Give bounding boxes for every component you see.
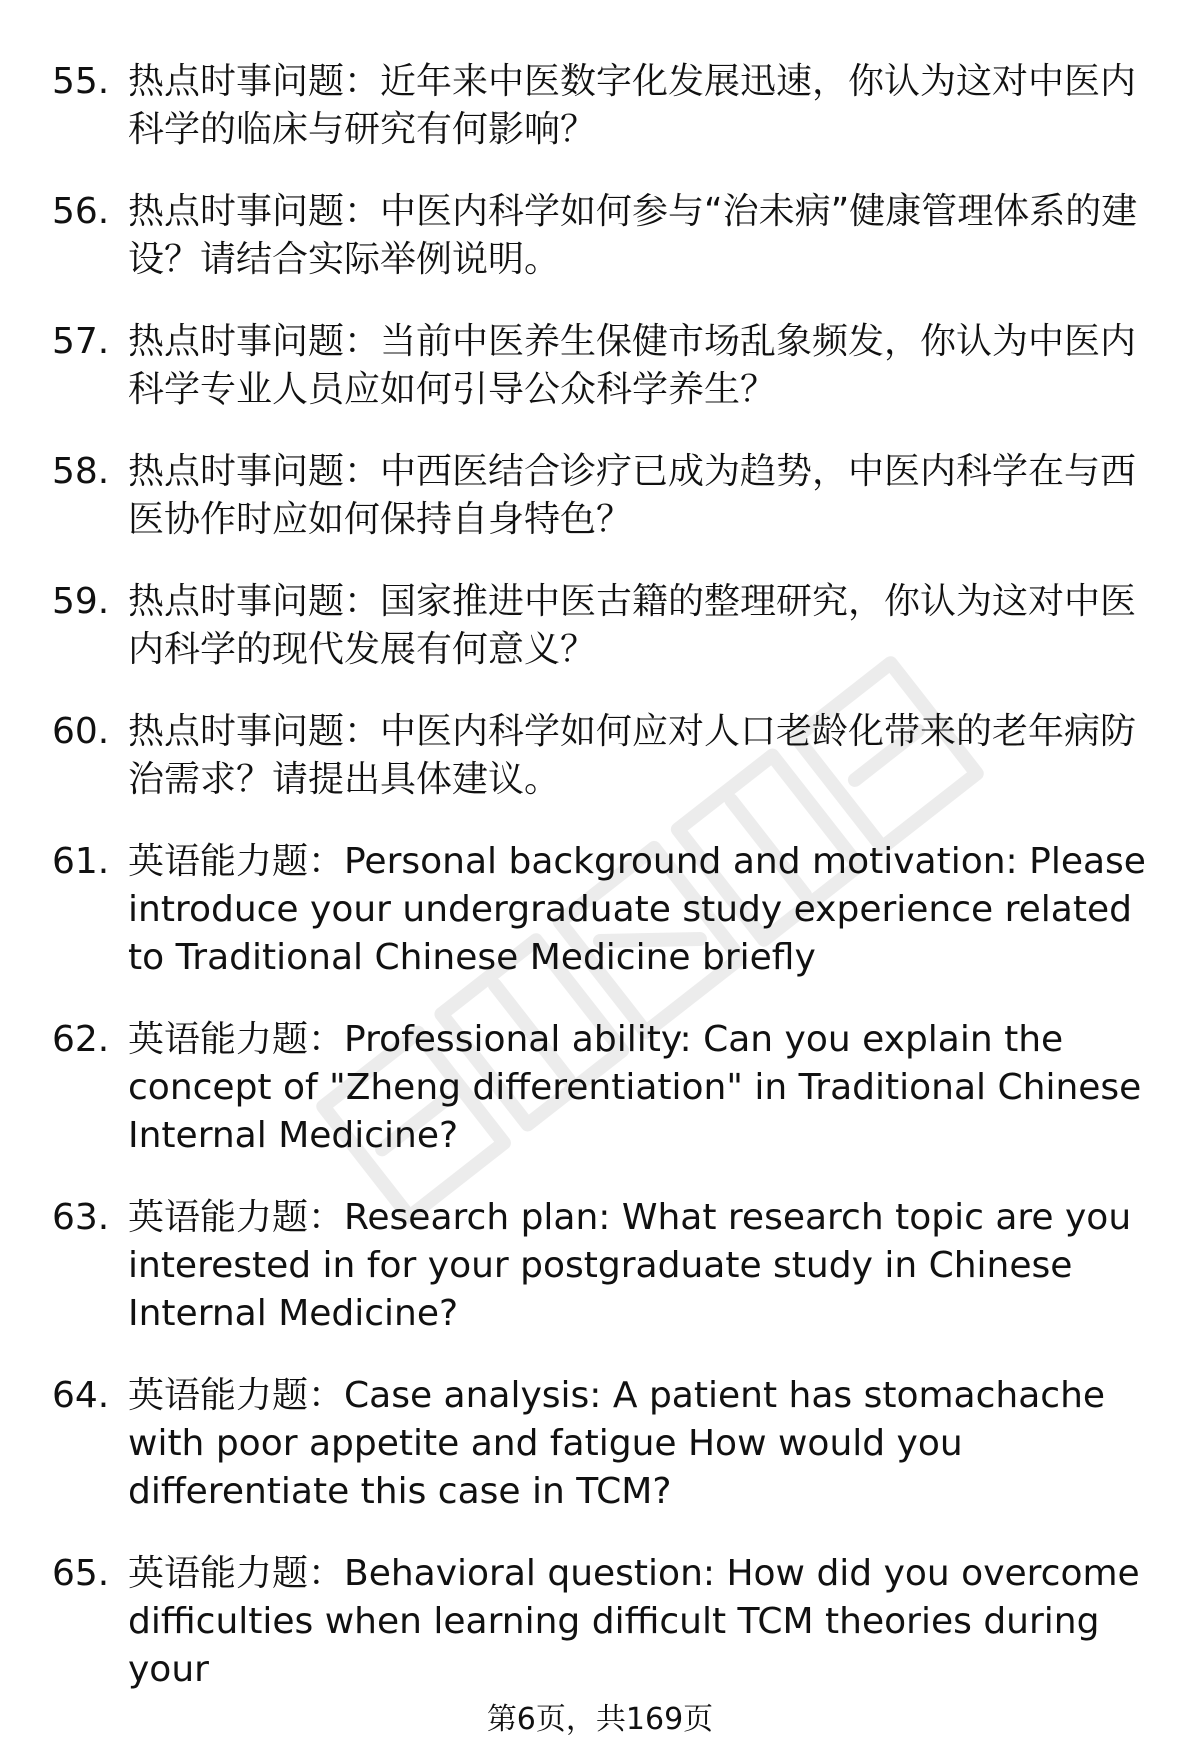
question-text: 热点时事问题：国家推进中医古籍的整理研究，你认为这对中医内科学的现代发展有何意义？ <box>128 581 1137 670</box>
question-item-56 <box>52 188 1160 284</box>
question-number: 59. <box>52 581 110 622</box>
question-number: 61. <box>52 841 110 882</box>
question-text: 热点时事问题：近年来中医数字化发展迅速，你认为这对中医内科学的临床与研究有何影响？ <box>128 61 1137 150</box>
question-number: 56. <box>52 191 110 232</box>
question-text: 热点时事问题：当前中医养生保健市场乱象频发，你认为中医内科学专业人员应如何引导公众科学养生？ <box>128 321 1137 410</box>
question-item-59 <box>52 578 1160 674</box>
question-text: 热点时事问题：中西医结合诊疗已成为趋势，中医内科学在与西医协作时应如何保持自身特色？ <box>128 451 1137 540</box>
question-item-63 <box>52 1194 1160 1338</box>
page-footer: 第6页，共169页 <box>486 1702 714 1737</box>
question-number: 55. <box>52 61 110 102</box>
question-number: 65. <box>52 1553 110 1594</box>
question-item-62 <box>52 1016 1160 1160</box>
question-text: 英语能力题：Research plan: What research topic are you interested in for your postgraduate study in Chinese Internal Medicine? <box>128 1197 1132 1334</box>
question-text: 英语能力题：Case analysis: A patient has stomachache with poor appetite and fatigue How would you differentiate this case in TCM? <box>128 1375 1106 1512</box>
question-text: 英语能力题：Behavioral question: How did you overcome difficulties when learning difficult TCM theories during your <box>128 1553 1140 1690</box>
question-item-65 <box>52 1550 1160 1694</box>
question-text: 热点时事问题：中医内科学如何参与“治未病”健康管理体系的建设？请结合实际举例说明。 <box>128 191 1138 280</box>
question-text: 英语能力题：Professional ability: Can you explain the concept of "Zheng differentiation" in Traditional Chinese Internal Medicine? <box>128 1019 1142 1156</box>
question-item-61 <box>52 838 1160 982</box>
question-number: 62. <box>52 1019 110 1060</box>
question-number: 60. <box>52 711 110 752</box>
question-item-57 <box>52 318 1160 414</box>
question-number: 64. <box>52 1375 110 1416</box>
question-text: 热点时事问题：中医内科学如何应对人口老龄化带来的老年病防治需求？请提出具体建议。 <box>128 711 1137 800</box>
question-item-60 <box>52 708 1160 804</box>
question-text: 英语能力题：Personal background and motivation: Please introduce your undergraduate study experience related to Traditional Chinese Medicine briefly <box>128 841 1146 978</box>
question-number: 63. <box>52 1197 110 1238</box>
question-number: 57. <box>52 321 110 362</box>
question-item-58 <box>52 448 1160 544</box>
question-item-55 <box>52 58 1160 154</box>
question-item-64 <box>52 1372 1160 1516</box>
question-number: 58. <box>52 451 110 492</box>
question-list <box>52 58 1160 1694</box>
